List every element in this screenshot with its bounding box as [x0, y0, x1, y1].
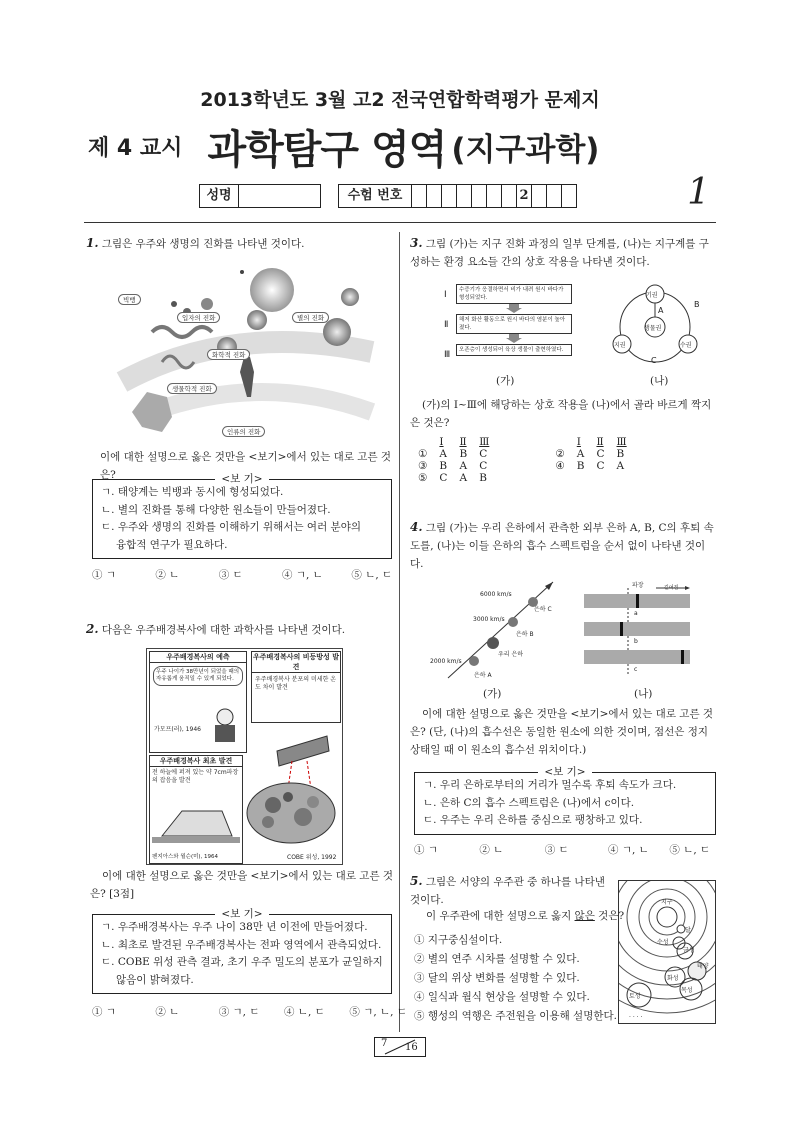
step-arrows: [504, 282, 524, 372]
body-label: 태양: [697, 963, 709, 970]
choice[interactable]: ② ㄴ: [155, 1006, 180, 1018]
q4-bogi-title: <보 기>: [538, 766, 591, 778]
absorption-spectra: [584, 580, 692, 685]
exam-digit-cell[interactable]: [562, 185, 576, 207]
cell: B: [576, 460, 585, 472]
q3-number: 3.: [410, 236, 423, 250]
absorption-line: [620, 622, 623, 636]
q4-choices: [414, 842, 710, 857]
body-label: 수성: [657, 939, 669, 946]
q4-bogi-item: ㄱ. 우리 은하로부터의 거리가 멀수록 후퇴 속도가 크다.: [423, 779, 677, 791]
step-roman: Ⅱ: [444, 320, 449, 330]
choice[interactable]: ③ ㄷ: [544, 844, 569, 856]
col-head: Ⅱ: [459, 436, 467, 448]
q2-bogi-title: <보 기>: [215, 908, 268, 920]
page-total: 16: [405, 1042, 418, 1053]
exam-digit-cell[interactable]: [442, 185, 457, 207]
question-5: [410, 872, 615, 909]
page-number: 1: [687, 172, 710, 213]
panel2-title: 우주배경복사의 비등방성 발견: [252, 653, 340, 671]
exam-digit-cell[interactable]: [472, 185, 487, 207]
step-box: 수증기가 응결하면서 비가 내려 원시 바다가 형성되었다.: [456, 284, 572, 304]
exam-digit-cell[interactable]: [412, 185, 427, 207]
choice[interactable]: ⑤ 행성의 역행은 주전원을 이용해 설명한다.: [414, 1010, 617, 1022]
cell: B: [459, 448, 468, 460]
step-box: 오존층이 생성되어 육상 생물이 출현하였다.: [456, 344, 572, 356]
q1-label: 입자의 진화: [177, 312, 220, 323]
step-box: 해저 화산 활동으로 원시 바다의 염분이 높아졌다.: [456, 314, 572, 334]
q1-label: 화학적 진화: [207, 349, 250, 360]
q5-stem: [426, 907, 626, 925]
q2-prompt: 다음은 우주배경복사에 대한 과학사를 나타낸 것이다.: [101, 624, 346, 636]
exam-digit-cell[interactable]: [502, 185, 517, 207]
choice[interactable]: ① 지구중심설이다.: [414, 934, 503, 946]
panel1-bubble: 우주 나이가 38만년이 되었을 때의 자유롭게 움직일 수 있게 되었다.: [153, 666, 243, 686]
choice[interactable]: ③ ㄷ: [218, 569, 243, 581]
node-label: 생물권: [644, 325, 662, 332]
q1-bogi-item: ㄷ. 우주와 생명의 진화를 이해하기 위해서는 여러 분야의: [101, 521, 361, 533]
q1-choices: [92, 567, 392, 582]
q2-number: 2.: [86, 622, 99, 636]
cell: C: [479, 448, 488, 460]
q4-stem: 이에 대한 설명으로 옳은 것만을 <보기>에서 있는 대로 고른 것은? (단, (나)의 흡수선은 동일한 원소에 의한 것이며, 점선은 정지 상태일 때 이 원소의 흡수선 위치이다.): [410, 708, 714, 756]
body-label: 달: [685, 927, 691, 934]
col-head: Ⅰ: [576, 436, 581, 448]
subject-subtitle: (지구과학): [451, 132, 600, 168]
q5-number: 5.: [410, 874, 423, 888]
svg-text:· · · ·: · · · ·: [629, 1014, 643, 1021]
name-label: 성명: [200, 185, 239, 207]
column-divider: [399, 232, 400, 1032]
q3-figure-ga: [444, 282, 574, 372]
choice[interactable]: ⑤ ㄴ, ㄷ: [669, 844, 711, 856]
arrow-label: A: [658, 306, 664, 315]
cell: A: [616, 460, 625, 472]
q1-bogi-item: ㄱ. 태양계는 빅뱅과 동시에 형성되었다.: [101, 486, 284, 498]
exam-digit-cell[interactable]: [457, 185, 472, 207]
exam-number-box: [338, 184, 577, 208]
panel3-title: 우주배경복사 최초 발견: [150, 756, 242, 767]
q4-prompt: 그림 (가)는 우리 은하에서 관측한 외부 은하 A, B, C의 후퇴 속도를, (나)는 이들 은하의 흡수 스펙트럼을 순서 없이 나타낸 것이다.: [410, 522, 714, 570]
q1-figure: [112, 262, 382, 442]
choice[interactable]: ④ ㄴ, ㄷ: [284, 1006, 325, 1018]
q1-label: 별의 진화: [292, 312, 329, 323]
prediction-panel: [149, 651, 247, 753]
q5-choices: [414, 931, 617, 1026]
radio-antenna-icon: [152, 801, 240, 846]
node-label: 수권: [680, 342, 692, 349]
choice[interactable]: ① ㄱ: [92, 569, 116, 581]
col-head: Ⅱ: [596, 436, 604, 448]
absorption-line: [636, 594, 639, 608]
q2-bogi-box: [92, 908, 392, 994]
col-head: Ⅲ: [479, 436, 490, 448]
choice[interactable]: ① ㄱ: [414, 844, 438, 856]
exam-digit-printed: 2: [517, 185, 532, 207]
q5-stem-pre: 이 우주관에 대한 설명으로 옳지: [426, 910, 575, 922]
body-label: 지구: [661, 899, 673, 906]
question-1: [86, 234, 391, 253]
q4-label-na: (나): [634, 688, 653, 700]
node-label: 기권: [646, 292, 658, 299]
q2-bogi-item: 않음이 밝혀졌다.: [116, 973, 194, 986]
choice[interactable]: ④: [555, 460, 565, 472]
q2-figure: [146, 648, 343, 865]
galaxy-speed: 2000 km/s: [430, 658, 462, 665]
choice[interactable]: ①: [418, 448, 428, 460]
q1-bogi-item: 융합적 연구가 필요하다.: [116, 538, 228, 551]
choice[interactable]: ④ 일식과 월식 현상을 설명할 수 있다.: [414, 991, 590, 1003]
spectrum-label: b: [634, 638, 638, 645]
choice[interactable]: ① ㄱ: [92, 1006, 116, 1018]
q3-figure-na: [600, 282, 710, 372]
q4-figure-na: [584, 580, 692, 685]
exam-digit-cell[interactable]: [487, 185, 502, 207]
choice[interactable]: ⑤ ㄴ, ㄷ: [351, 569, 393, 581]
choice[interactable]: ② ㄴ: [479, 844, 504, 856]
session-label: 제 4 교시: [88, 136, 183, 161]
body-label: 토성: [629, 993, 641, 1000]
q1-bogi-title: <보 기>: [215, 473, 268, 485]
page-current: 7: [381, 1038, 388, 1049]
cmb-map-icon: [243, 777, 339, 849]
spectrum-label: a: [634, 610, 638, 617]
q4-bogi-box: [414, 766, 716, 835]
choice[interactable]: ⑤ ㄱ, ㄴ, ㄷ: [349, 1006, 407, 1018]
name-box: [199, 184, 321, 208]
q4-label-ga: (가): [483, 688, 502, 700]
cell: A: [576, 448, 585, 460]
body-label: 금성: [683, 947, 695, 954]
exam-digit-cell[interactable]: [547, 185, 562, 207]
cell: A: [459, 472, 468, 484]
question-3: [410, 234, 715, 271]
subject-header: [88, 118, 599, 175]
spectrum-axis-label: 파장: [632, 582, 644, 589]
q1-bogi-box: [92, 473, 392, 559]
q5-stem-negation: 않은: [574, 910, 595, 922]
question-4: [410, 518, 715, 573]
galaxy-speed: 6000 km/s: [480, 591, 512, 598]
panel3-text: 전 하늘에 퍼져 있는 약 7cm파장의 잡음을 발견: [152, 769, 239, 784]
q4-bogi-item: ㄴ. 은하 C의 흡수 스펙트럼은 (나)에서 c이다.: [423, 796, 635, 809]
galaxy-name: 은하 C: [534, 606, 552, 613]
cell: C: [596, 448, 605, 460]
cell: B: [439, 460, 448, 472]
body-label: 화성: [667, 975, 679, 982]
choice[interactable]: ② ㄴ: [155, 569, 180, 581]
q2-stem: 이에 대한 설명으로 옳은 것만을 <보기>에서 있는 대로 고른 것은? [3점]: [90, 870, 394, 900]
absorption-line: [681, 650, 684, 664]
galaxy-speed: 3000 km/s: [473, 616, 505, 623]
q1-stem: 이에 대한 설명으로 옳은 것만을 <보기>에서 있는 대로 고른 것은?: [100, 451, 392, 481]
q4-bogi-item: ㄷ. 우주는 우리 은하를 중심으로 팽창하고 있다.: [423, 814, 643, 826]
q4-number: 4.: [410, 520, 423, 534]
panel2-text: 우주배경복사 분포의 미세한 온도 차이 발견: [255, 676, 337, 691]
choice[interactable]: ②: [555, 448, 565, 460]
choice[interactable]: ③ 달의 위상 변화를 설명할 수 있다.: [414, 972, 580, 984]
panel1-caption: 가모프(러), 1946: [154, 726, 201, 733]
gamow-portrait-icon: [210, 707, 240, 742]
cell: C: [479, 460, 488, 472]
q3-label-ga: (가): [496, 375, 515, 387]
step-roman: Ⅰ: [444, 290, 447, 300]
q3-stem: (가)의 Ⅰ~Ⅲ에 해당하는 상호 작용을 (나)에서 골라 바르게 짝지은 것은?: [410, 399, 712, 429]
cell: B: [616, 448, 625, 460]
galaxy-name: 우리 은하: [498, 651, 524, 658]
choice[interactable]: ④ ㄱ, ㄴ: [282, 569, 323, 581]
col-head: Ⅲ: [616, 436, 627, 448]
name-field[interactable]: [239, 185, 320, 207]
subject-title: 과학탐구 영역: [207, 127, 447, 173]
cell: C: [439, 472, 448, 484]
q1-prompt: 그림은 우주와 생명의 진화를 나타낸 것이다.: [101, 238, 305, 250]
q5-stem-post: 것은?: [594, 910, 625, 922]
q2-bogi-item: ㄴ. 최초로 발견된 우주배경복사는 전파 영역에서 관측되었다.: [101, 938, 382, 951]
q3-label-na: (나): [650, 375, 669, 387]
q5-prompt: 그림은 서양의 우주관 중 하나를 나타낸 것이다.: [410, 876, 605, 906]
q3-prompt: 그림 (가)는 지구 진화 과정의 일부 단계를, (나)는 지구계를 구성하는 환경 요소들 간의 상호 작용을 나타낸 것이다.: [410, 238, 709, 268]
q5-figure: [618, 880, 716, 1024]
question-2: [86, 620, 391, 639]
q2-choices: [92, 1004, 407, 1019]
anisotropy-panel: [251, 651, 341, 723]
q1-bogi-item: ㄴ. 별의 진화를 통해 다양한 원소들이 만들어졌다.: [101, 503, 331, 516]
arrow-label: B: [694, 300, 700, 309]
q1-label: 빅뱅: [118, 294, 141, 305]
exam-title: 2013학년도 3월 고2 전국연합학력평가 문제지: [200, 89, 600, 111]
spectrum-label: c: [634, 666, 638, 673]
panel3-caption: 펜지아스와 윌슨(미), 1964: [152, 854, 219, 860]
panel1-title: 우주배경복사의 예측: [150, 652, 246, 663]
spectrum-direction-label: 길어짐: [664, 585, 679, 591]
cell: A: [459, 460, 468, 472]
exam-digit-cell[interactable]: [532, 185, 547, 207]
q2-bogi-item: ㄱ. 우주배경복사는 우주 나이 38만 년 이전에 만들어졌다.: [101, 921, 368, 933]
choice[interactable]: ③ ㄱ, ㄷ: [218, 1006, 260, 1018]
cell: C: [596, 460, 605, 472]
page-counter: [374, 1037, 426, 1057]
cell: A: [439, 448, 448, 460]
q2-bogi-item: ㄷ. COBE 위성 관측 결과, 초기 우주 밀도의 분포가 균일하지: [101, 956, 383, 968]
q4-figure-ga: [428, 578, 563, 683]
q3-answer-table: [412, 436, 633, 484]
header-divider: [84, 222, 716, 223]
exam-digit-cell[interactable]: [427, 185, 442, 207]
choice[interactable]: ② 별의 연주 시차를 설명할 수 있다.: [414, 953, 580, 965]
node-label: 지권: [614, 342, 626, 349]
col-head: Ⅰ: [439, 436, 444, 448]
galaxy-name: 은하 A: [474, 672, 492, 679]
q1-number: 1.: [86, 236, 99, 250]
galaxy-name: 은하 B: [516, 631, 534, 638]
step-roman: Ⅲ: [444, 350, 451, 360]
q1-label: 생물학적 진화: [167, 383, 217, 394]
cell: B: [479, 472, 487, 484]
arrow-label: C: [651, 356, 657, 365]
choice[interactable]: ③: [418, 460, 428, 472]
choice[interactable]: ⑤: [418, 472, 428, 484]
exam-number-label: 수험 번호: [339, 185, 412, 207]
first-discovery-panel: [149, 755, 243, 864]
body-label: 목성: [681, 987, 693, 994]
panel4-caption: COBE 위성, 1992: [287, 854, 337, 861]
q1-label: 인류의 진화: [222, 426, 265, 437]
choice[interactable]: ④ ㄱ, ㄴ: [608, 844, 649, 856]
